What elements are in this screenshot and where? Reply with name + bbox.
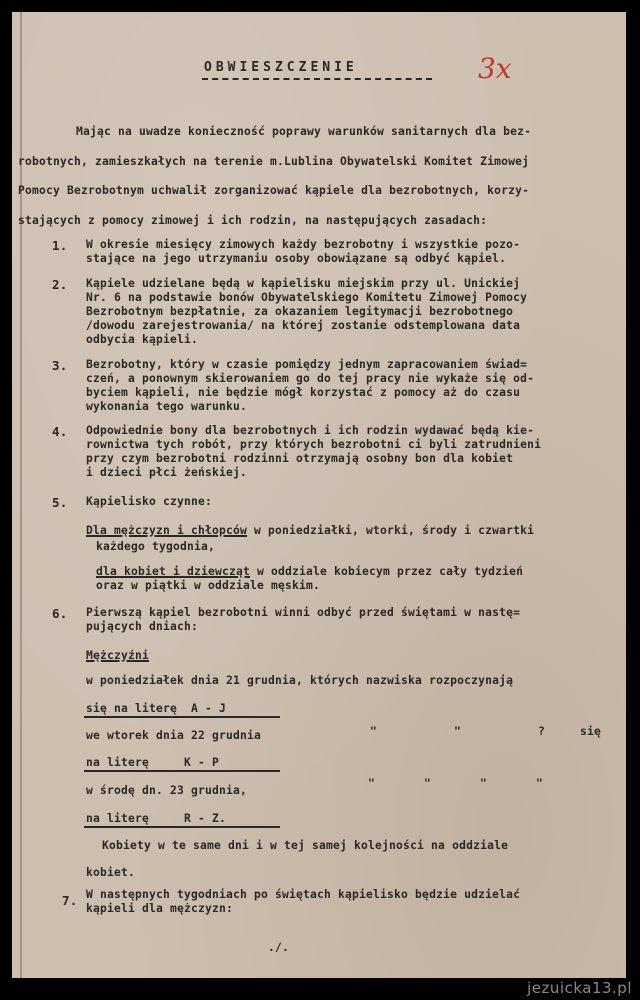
point-line: W następnych tygodniach po świętach kąpielisko będzie udzielać [86, 888, 521, 901]
point-number: 4. [52, 424, 68, 439]
point-line: stające na jego utrzymaniu osoby obowiązane są odbyć kąpiel. [86, 252, 507, 265]
p6-women-line: Kobiety w te same dni i w tej samej kolejności na oddziale [102, 839, 509, 852]
point-line: /dowodu zarejestrowania/ na której zostanie odstemplowana data [86, 319, 521, 332]
p5-men-rest: w poniedziałki, wtorki, środy i czwartki [247, 524, 535, 537]
point-line: Bezrobotnym bezpłatnie, za okazaniem legitymacji bezrobotnego [86, 305, 514, 318]
point-line: Pierwszą kąpiel bezrobotni winni odbyć przed świętami w nastę= [86, 606, 521, 619]
point-line: Bezrobotny, który w czasie pomiędzy jednym zapracowaniem świad= [86, 358, 528, 371]
p6-monday-underline [84, 716, 280, 718]
point-number: 5. [52, 495, 68, 510]
document-page [12, 12, 626, 978]
point-number: 2. [52, 277, 68, 292]
title-underline [202, 78, 432, 80]
point-line: czeń, a ponownym skierowaniem go do tej pracy nie wykaże się od- [86, 372, 535, 385]
intro-line: Mając na uwadze konieczność poprawy warunków sanitarnych dla bez- [76, 125, 532, 138]
point-number: 1. [52, 238, 68, 253]
intro-line: robotnych, zamieszkałych na terenie m.Lublina Obywatelski Komitet Zimowej [18, 155, 530, 168]
watermark-text: jezuicka13.pl [527, 979, 632, 997]
p5-women-line2: oraz w piątki w oddziale męskim. [96, 579, 321, 592]
p6-tuesday: we wtorek dnia 22 grudnia [86, 729, 262, 742]
p5-men-label: Dla mężczyzn i chłopców [86, 524, 248, 537]
point-line: odbycia kąpieli. [86, 333, 199, 346]
point-line: Nr. 6 na podstawie bonów Obywatelskiego Komitetu Zimowej Pomocy [86, 291, 528, 304]
point-line: pujących dniach: [86, 620, 199, 633]
p6-monday: w poniedziałek dnia 21 grudnia, których nazwiska rozpoczynają [86, 674, 514, 687]
point-line: W okresie miesięcy zimowych każdy bezrobotny i wszystkie pozo- [86, 238, 521, 251]
p5-men-row [86, 524, 534, 537]
p6-tuesday-ditto: " " ? się [370, 725, 602, 738]
point-line: kąpieli dla mężczyzn: [86, 902, 234, 915]
p6-wednesday-letters: na literę R - Z. [86, 812, 227, 825]
point-number: 6. [52, 606, 68, 621]
document-title: OBWIESZCZENIE [204, 60, 358, 75]
point-number: 3. [52, 358, 68, 373]
p6-men-heading: Mężczyźni [86, 649, 150, 662]
p5-women-label: dla kobiet i dziewcząt [96, 565, 251, 578]
handwritten-note: 3x [478, 52, 512, 85]
p6-monday-letters: się na literę A - J [86, 702, 227, 715]
point-line: Kąpiele udzielane będą w kąpielisku miejskim przy ul. Unickiej [86, 277, 521, 290]
point-line: Odpowiednie bony dla bezrobotnych i ich rodzin wydawać będą kie- [86, 424, 535, 437]
point-line: Kąpielisko czynne: [86, 495, 213, 508]
p6-tuesday-letters: na literę K - P [86, 756, 220, 769]
p6-wednesday-ditto: " " " " [368, 777, 544, 790]
point-line: i dzieci płci żeńskiej. [86, 466, 248, 479]
p5-women-row [96, 565, 523, 578]
point-line: byciem kąpieli, nie będzie mógł korzystać z pomocy aż do czasu [86, 386, 521, 399]
intro-line: stających z pomocy zimowej i ich rodzin, na następujących zasadach: [18, 214, 488, 227]
point-number: 7. [62, 893, 78, 908]
intro-line: Pomocy Bezrobotnym uchwalił zorganizować kąpiele dla bezrobotnych, korzy- [18, 184, 530, 197]
p6-wednesday-underline [84, 826, 280, 828]
point-line: przy czym bezrobotni rodzinni otrzymają osobny bon dla kobiet [86, 452, 514, 465]
p6-wednesday: w środę dn. 23 grudnia, [86, 784, 248, 797]
p5-men-line2: każdego tygodnia, [96, 540, 216, 553]
p5-women-rest: w oddziale kobiecym przez cały tydzień [250, 565, 524, 578]
point-line: wykonania tego warunku. [86, 400, 248, 413]
continued-mark: ./. [268, 941, 290, 954]
p6-women-line: kobiet. [86, 866, 136, 879]
point-line: rownictwa tych robót, przy których bezrobotni ci byli zatrudnieni [86, 438, 542, 451]
p6-tuesday-underline [84, 770, 280, 772]
